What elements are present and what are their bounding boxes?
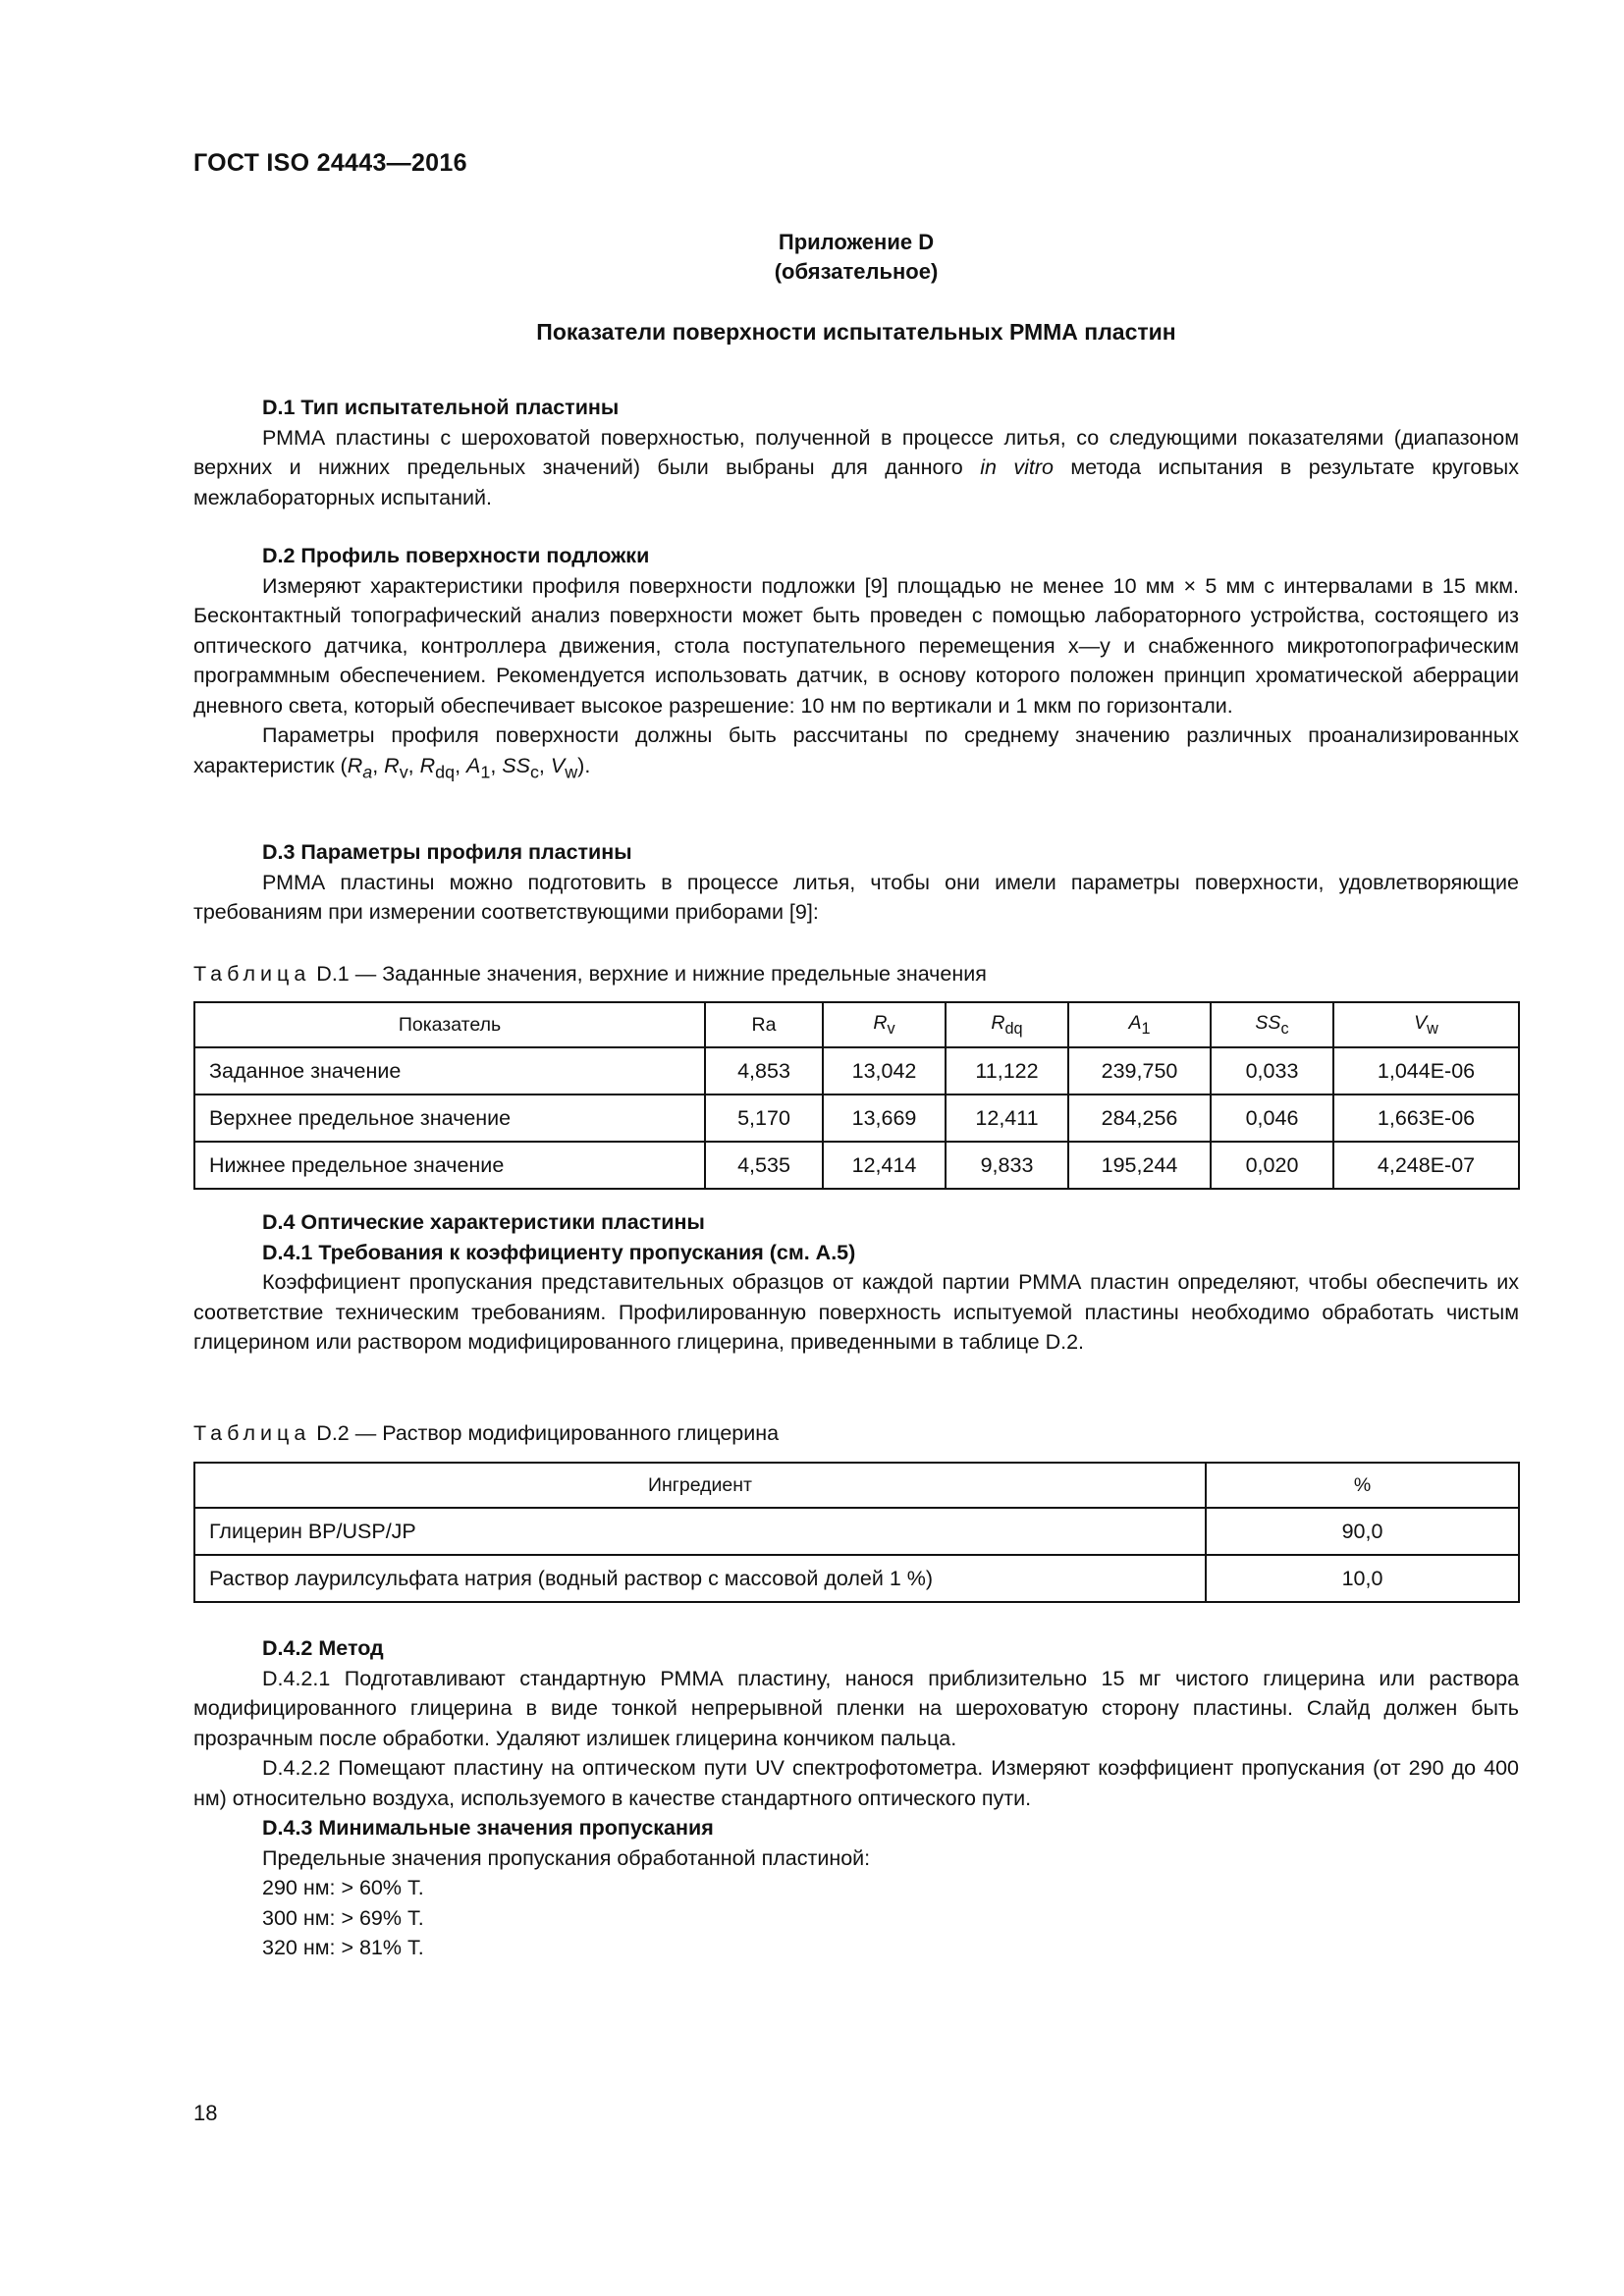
column-header: Ra bbox=[705, 1002, 823, 1047]
table-header-row bbox=[194, 1463, 1519, 1508]
annex-status: (обязательное) bbox=[774, 259, 939, 284]
section-heading: D.2 Профиль поверхности подложки bbox=[262, 544, 650, 567]
subsection-heading: D.4.1 Требования к коэффициенту пропускания (см. А.5) bbox=[262, 1240, 856, 1264]
annex-label bbox=[193, 228, 1519, 287]
column-header: $SS_c$ bbox=[1211, 1002, 1333, 1047]
subsection-heading: D.4.3 Минимальные значения пропускания bbox=[262, 1816, 714, 1840]
list-item: 290 нм: > 60% Т. bbox=[262, 1876, 424, 1899]
annex-title: Показатели поверхности испытательных РММА пластин bbox=[536, 319, 1176, 345]
page-number: 18 bbox=[193, 2101, 218, 2125]
table-d2 bbox=[193, 1462, 1520, 1603]
paragraph: D.4.2.1 Подготавливают стандартную РММА пластину, нанося приблизительно 15 мг чистого глицерина или раствора модифицированного глицерина в виде тонкой непрерывной пленки на шероховатую сторону пластины. Слайд должен быть прозрачным после обработки. Удаляют излишек глицерина кончиком пальца. bbox=[193, 1666, 1519, 1750]
annex-number: Приложение D bbox=[778, 230, 935, 254]
section-d3 bbox=[193, 837, 1519, 928]
column-header: $R_{dq}$ bbox=[946, 1002, 1068, 1047]
section-d4 bbox=[193, 1207, 1519, 1358]
table-row: Верхнее предельное значение 5,170 13,669 12,411 284,256 0,046 1,663E-06 bbox=[194, 1095, 1519, 1142]
section-d42 bbox=[193, 1633, 1519, 1963]
paragraph: РММА пластины можно подготовить в процессе литья, чтобы они имели параметры поверхности, удовлетворяющие требованиям при измерении соответствующими приборами [9]: bbox=[193, 870, 1519, 924]
table-row: Глицерин ВР/USP/JP 90,0 bbox=[194, 1508, 1519, 1555]
column-header: $A_1$ bbox=[1068, 1002, 1211, 1047]
paragraph: D.4.2.2 Помещают пластину на оптическом пути UV спектрофотометра. Измеряют коэффициент пропускания (от 290 до 400 нм) относительно воздуха, используемого в качестве стандартного оптического пути. bbox=[193, 1756, 1519, 1810]
paragraph: Предельные значения пропускания обработанной пластиной: bbox=[262, 1845, 871, 1870]
subsection-heading: D.4.2 Метод bbox=[262, 1636, 384, 1660]
column-header: $R_v$ bbox=[823, 1002, 946, 1047]
list-item: 320 нм: > 81% Т. bbox=[262, 1936, 424, 1959]
section-heading: D.3 Параметры профиля пластины bbox=[262, 840, 632, 864]
section-heading: D.4 Оптические характеристики пластины bbox=[262, 1210, 705, 1234]
table-row: Заданное значение 4,853 13,042 11,122 239,750 0,033 1,044E-06 bbox=[194, 1047, 1519, 1095]
table2-caption: Таблица D.2 — Раствор модифицированного глицерина bbox=[193, 1421, 780, 1445]
paragraph: Параметры профиля поверхности должны быть рассчитаны по среднему значению различных проанализированных характеристик ($R_a$, $R_v$, $R_{dq}$, $A_1$, $SS_c$, $V_w$). bbox=[193, 723, 1519, 781]
column-header: Показатель bbox=[194, 1002, 705, 1047]
standard-header: ГОСТ ISO 24443—2016 bbox=[193, 149, 467, 177]
table-row: Нижнее предельное значение 4,535 12,414 9,833 195,244 0,020 4,248E-07 bbox=[194, 1142, 1519, 1189]
column-header: % bbox=[1206, 1463, 1519, 1508]
table1-caption: Таблица D.1 — Заданные значения, верхние и нижние предельные значения bbox=[193, 962, 987, 986]
table-header-row bbox=[194, 1002, 1519, 1047]
paragraph: Измеряют характеристики профиля поверхности подложки [9] площадью не менее 10 мм × 5 мм с интервалами в 15 мкм. Бесконтактный топографический анализ поверхности может быть проведен с помощью лабораторного устройства, состоящего из оптического датчика, контроллера движения, стола поступательного перемещения х—у и снабженного микротопографическим программным обеспечением. Рекомендуется использовать датчик, в основу которого положен принцип хроматической аберрации дневного света, который обеспечивает высокое разрешение: 10 нм по вертикали и 1 мкм по горизонтали. bbox=[193, 573, 1519, 718]
column-header: Ингредиент bbox=[194, 1463, 1206, 1508]
column-header: $V_w$ bbox=[1333, 1002, 1519, 1047]
list-item: 300 нм: > 69% Т. bbox=[262, 1905, 424, 1930]
section-d2 bbox=[193, 541, 1519, 786]
section-heading: D.1 Тип испытательной пластины bbox=[262, 396, 620, 419]
table-d1 bbox=[193, 1001, 1520, 1190]
table-row: Раствор лаурилсульфата натрия (водный раствор с массовой долей 1 %) 10,0 bbox=[194, 1555, 1519, 1602]
section-d1 bbox=[193, 393, 1519, 512]
paragraph: РММА пластины с шероховатой поверхностью, полученной в процессе литья, со следующими показателями (диапазоном верхних и нижних предельных значений) были выбраны для данного in vitro метода испытания в результате круговых межлабораторных испытаний. bbox=[193, 425, 1520, 509]
paragraph: Коэффициент пропускания представительных образцов от каждой партии РММА пластин определяют, чтобы обеспечить их соответствие техническим требованиям. Профилированную поверхность испытуемой пластины необходимо обработать чистым глицерином или раствором модифицированного глицерина, приведенными в таблице D.2. bbox=[193, 1270, 1519, 1354]
